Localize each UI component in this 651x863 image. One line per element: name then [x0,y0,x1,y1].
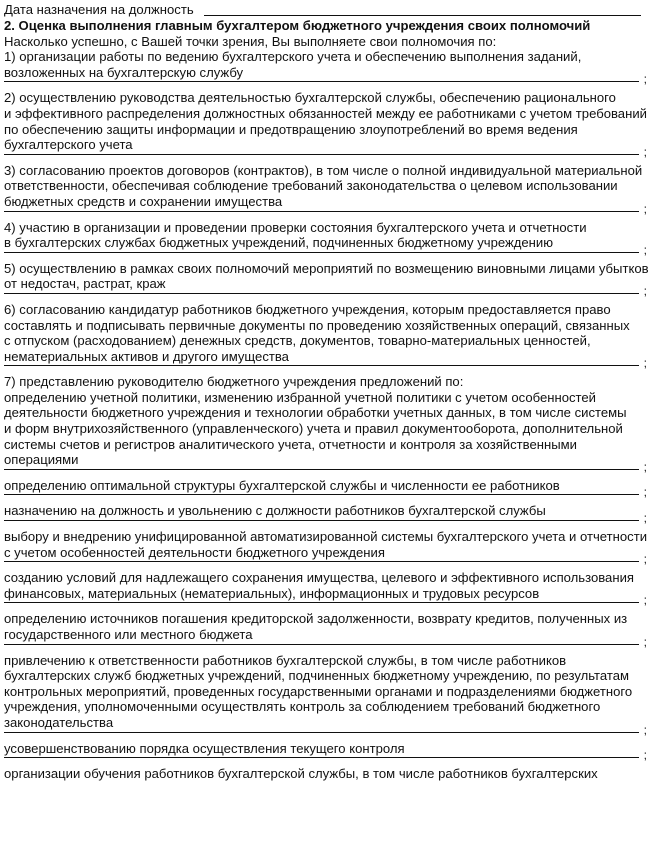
section-title: 2. Оценка выполнения главным бухгалтером бюджетного учреждения своих полномочий [4,18,591,33]
answer-underline[interactable] [4,211,639,212]
answer-underline[interactable] [4,469,639,470]
answer-terminator: ; [643,485,647,500]
answer-underline[interactable] [4,81,639,82]
answer-terminator: ; [643,511,647,526]
question-text-line: ответственности, обеспечивая соблюдение требований законодательства о целевом использовании [4,178,618,194]
answer-underline[interactable] [4,644,639,645]
question-item [4,90,647,153]
question-text-line: назначению на должность и увольнению с должности работников бухгалтерской службы [4,503,546,519]
answer-terminator: ; [643,283,647,298]
question-item [4,611,647,643]
appointment-date-label: Дата назначения на должность [4,2,194,17]
question-text-line: привлечению к ответственности работников бухгалтерской службы, в том числе работников [4,652,567,668]
appointment-date-answer-line[interactable] [204,15,641,16]
question-text-line: государственного или местного бюджета [4,627,253,642]
answer-underline[interactable] [4,520,639,521]
question-text-line: нематериальных активов и другого имущества [4,348,289,364]
answer-terminator: ; [643,593,647,608]
answer-terminator: ; [643,459,647,474]
question-item [4,503,647,520]
question-text-line: от недостач, растрат, краж [4,276,166,292]
question-text-line: 7) представлению руководителю бюджетного учреждения предложений по: [4,374,464,390]
question-text-line: контрольных мероприятий, проведенных государственными органами и подразделениями бюджетного [4,683,633,699]
appointment-date-row [4,2,647,18]
answer-underline[interactable] [4,252,639,253]
question-text-line: бухгалтерских служб бюджетных учреждений, подчиненных бюджетному учреждению, по результатам [4,668,630,684]
question-text-line: возложенных на бухгалтерскую службу [4,64,244,80]
answer-underline[interactable] [4,757,639,758]
questionnaire-page [4,2,647,783]
question-text-line: 5) осуществлению в рамках своих полномочий мероприятий по возмещению виновными лицами убытков [4,260,649,276]
question-item [4,302,647,365]
question-text-line: созданию условий для надлежащего сохранения имущества, целевого и эффективного использования [4,570,634,586]
question-text-line: с отпуском (расходованием) денежных средств, документов, товарно-материальных ценностей, [4,333,591,349]
question-text-line: с учетом особенностей деятельности бюджетного учреждения [4,544,385,560]
question-text-line: в бухгалтерских службах бюджетных учреждений, подчиненных бюджетному учреждению [4,235,554,251]
question-item [4,766,647,783]
question-text-line: усовершенствованию порядка осуществления текущего контроля [4,740,405,756]
question-text-line: и эффективного распределения должностных обязанностей между ее работниками с учетом требований [4,105,647,121]
question-list [4,49,647,783]
question-text-line: деятельности бюджетного учреждения и технологии обработки учетных данных, в том числе системы [4,405,627,421]
question-item [4,49,647,81]
question-text-line: организации обучения работников бухгалтерской службы, в том числе работников бухгалтерских [4,766,598,782]
question-text-line: 3) согласованию проектов договоров (контрактов), в том числе о полной индивидуальной материальной [4,162,643,178]
answer-terminator: ; [643,242,647,257]
answer-underline[interactable] [4,293,639,294]
question-item [4,374,647,469]
answer-terminator: ; [643,552,647,567]
question-text-line: составлять и подписывать первичные документы по проведению хозяйственных операций, связанных [4,317,630,333]
question-text-line: выбору и внедрению унифицированной автоматизированной системы бухгалтерского учета и отчетности [4,529,648,545]
question-text-line: 6) согласованию кандидатур работников бюджетного учреждения, которым предоставляется право [4,301,611,317]
question-text-line: бюджетных средств и сохранении имущества [4,193,283,209]
answer-underline[interactable] [4,602,639,603]
question-item [4,261,647,293]
question-text-line: по обеспечению защиты информации и предотвращению злоупотреблений во время ведения [4,121,578,137]
answer-terminator: ; [643,722,647,737]
answer-terminator: ; [643,356,647,371]
question-text-line: бухгалтерского учета [4,137,133,153]
answer-underline[interactable] [4,154,639,155]
answer-terminator: ; [643,201,647,216]
question-item [4,478,647,495]
question-text-line: 2) осуществлению руководства деятельностью бухгалтерской службы, обеспечению рационального [4,90,616,106]
question-text-line: операциями [4,452,79,468]
answer-terminator: ; [643,72,647,87]
question-text-line: 1) организации работы по ведению бухгалтерского учета и обеспечению выполнения заданий, [4,49,582,65]
question-text-line: определению оптимальной структуры бухгалтерской службы и численности ее работников [4,477,560,493]
answer-underline[interactable] [4,732,639,733]
question-item [4,741,647,758]
question-text-line: и форм внутрихозяйственного (управленческого) учета и правил документооборота, дополнительной [4,421,623,437]
question-text-line: 4) участию в организации и проведении проверки состояния бухгалтерского учета и отчетности [4,219,587,235]
question-text-line: определению учетной политики, изменению избранной учетной политики с учетом особенностей [4,389,596,405]
question-item [4,570,647,602]
question-text-line: учреждения, уполномоченными осуществлять контроль за соблюдением требований бюджетного [4,699,601,715]
answer-terminator: ; [643,634,647,649]
answer-terminator: ; [643,144,647,159]
question-item [4,653,647,732]
question-item [4,529,647,561]
answer-underline[interactable] [4,494,639,495]
answer-underline[interactable] [4,561,639,562]
question-text-line: финансовых, материальных (нематериальных), информационных и трудовых ресурсов [4,585,540,601]
question-text-line: определению источников погашения кредиторской задолженности, возврату кредитов, полученных из [4,611,628,627]
question-item [4,220,647,252]
question-item [4,163,647,211]
answer-underline[interactable] [4,365,639,366]
intro-text: Насколько успешно, с Вашей точки зрения, Вы выполняете свои полномочия по: [4,33,497,49]
question-text-line: законодательства [4,714,114,730]
answer-terminator: ; [643,748,647,763]
question-text-line: системы счетов и регистров аналитического учета, отчетности и контроля за хозяйственными [4,436,577,452]
